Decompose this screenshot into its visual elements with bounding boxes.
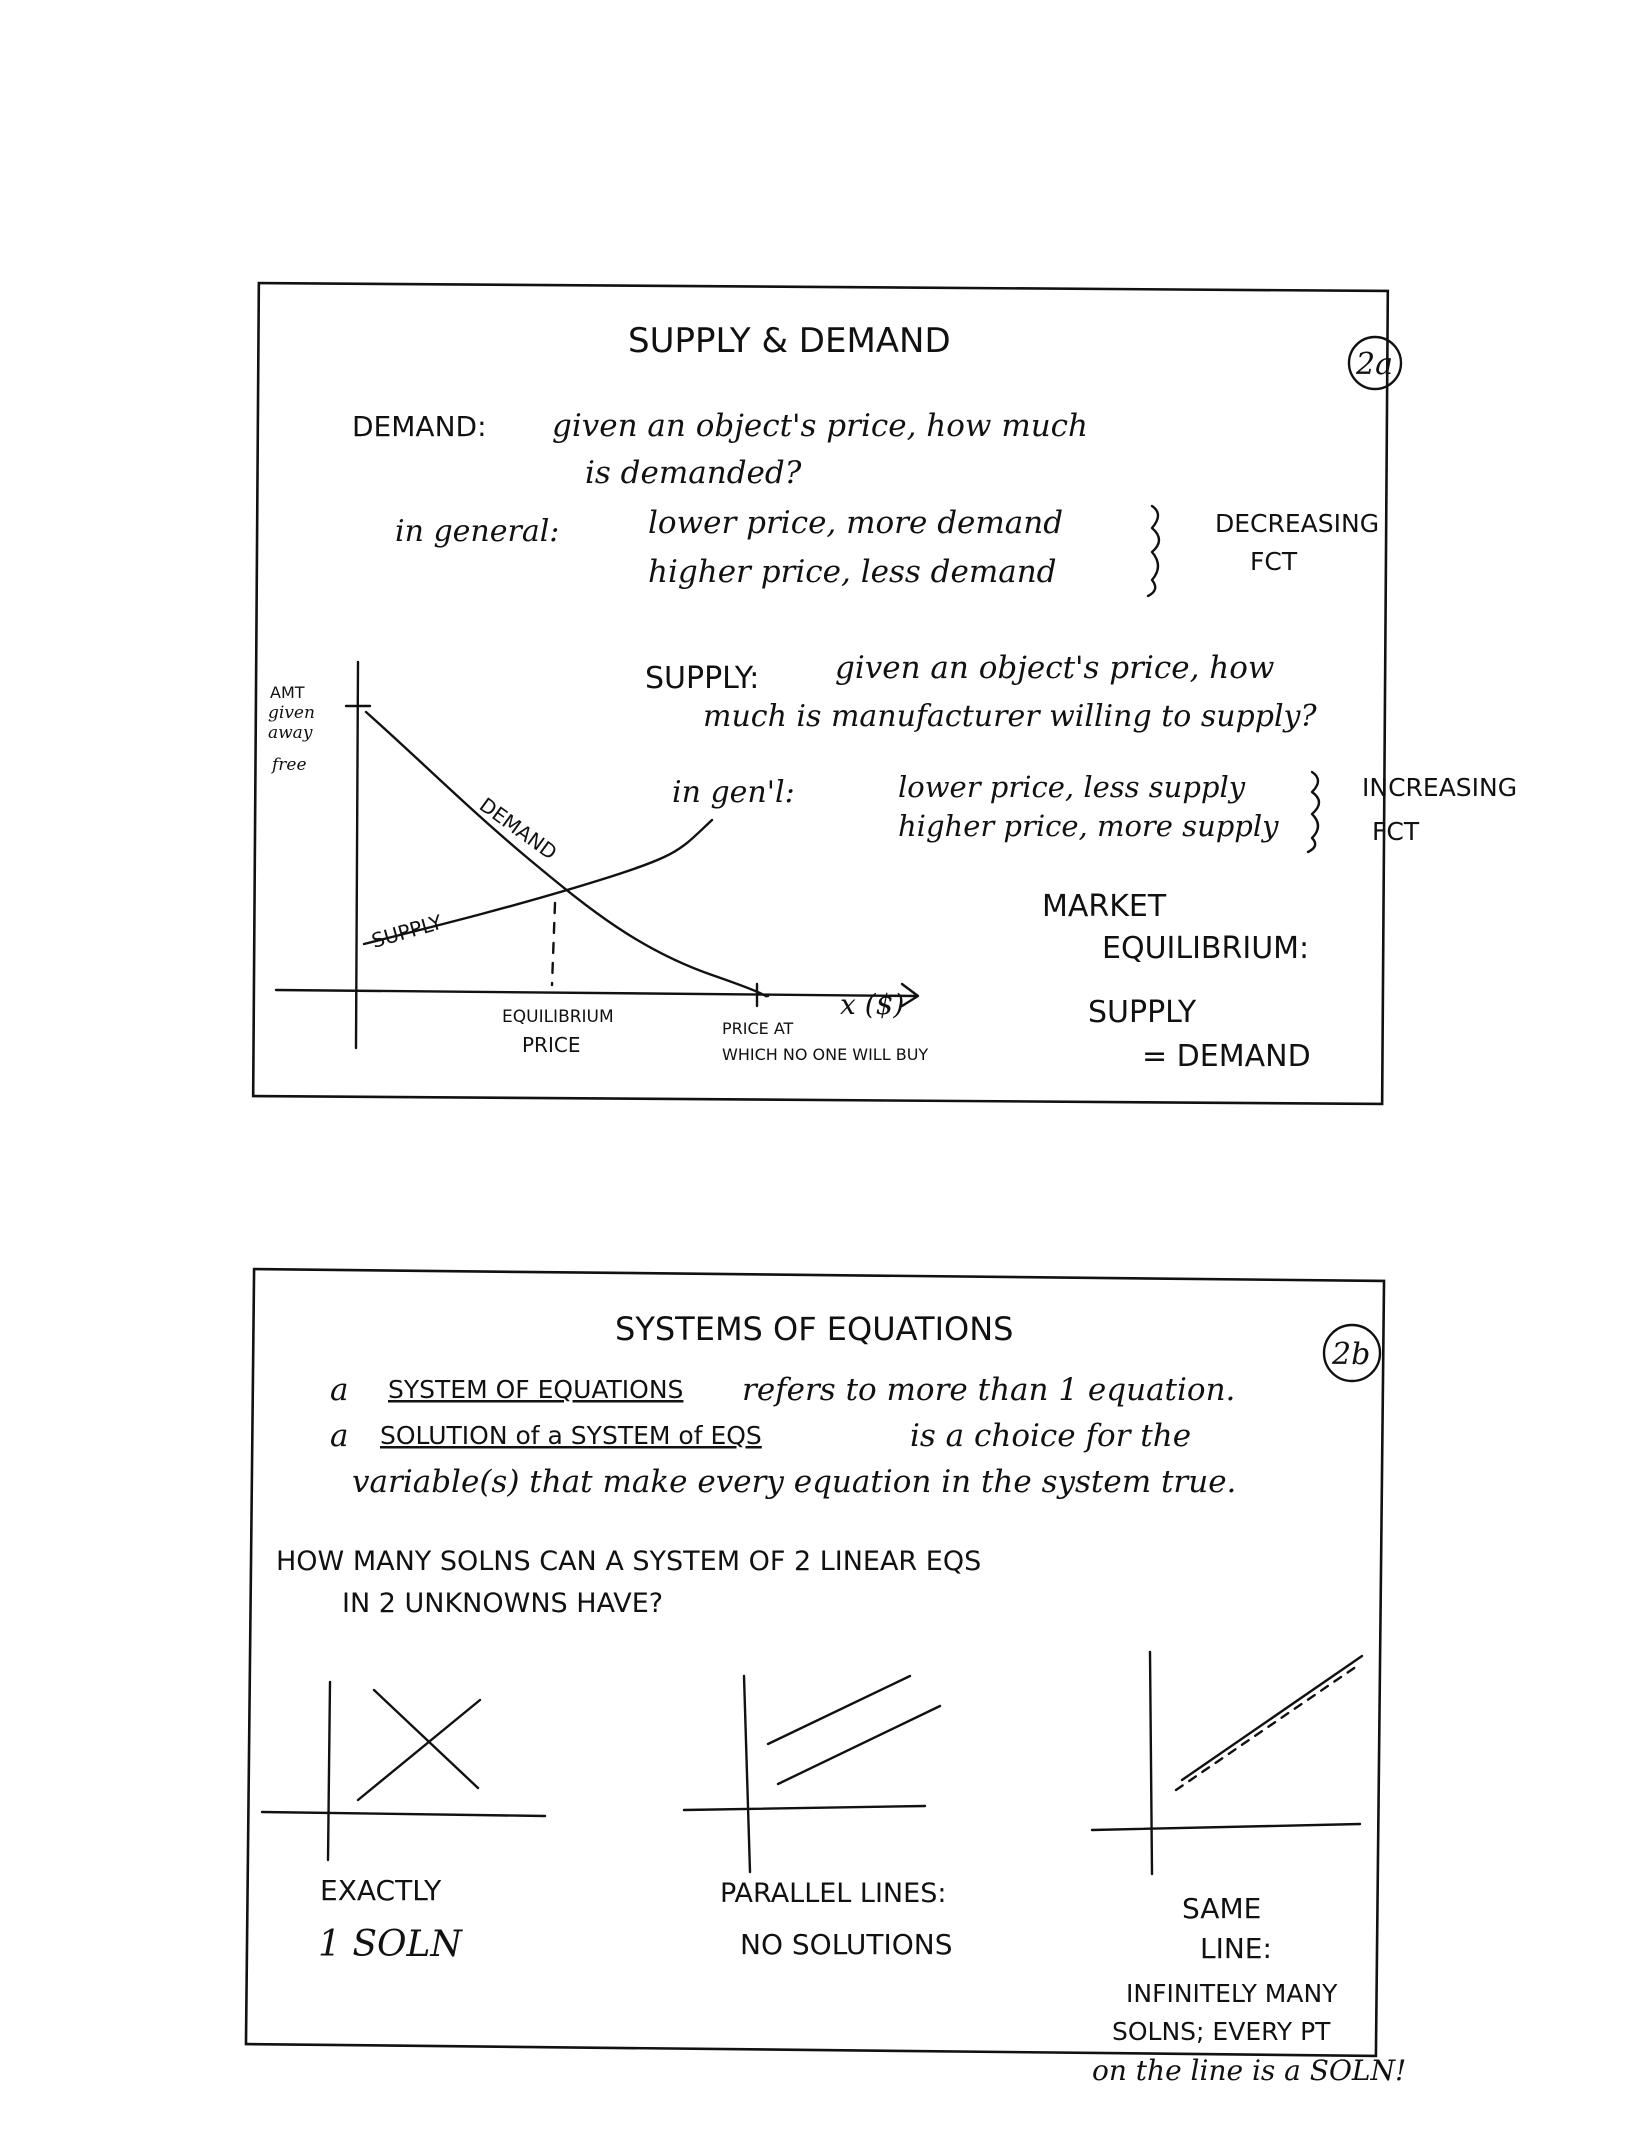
general-rule-line-2: higher price, less demand: [648, 554, 1057, 590]
case3-label-5: on the line is a SOLN!: [1092, 2054, 1407, 2087]
question-line-1: HOW MANY SOLNS CAN A SYSTEM OF 2 LINEAR EQS: [276, 1546, 982, 1577]
decreasing-label-2: FCT: [1250, 547, 1298, 576]
case1-x-axis: [262, 1812, 545, 1816]
case2-y-axis: [744, 1676, 750, 1872]
definition-2-continued: variable(s) that make every equation in the system true.: [352, 1464, 1237, 1500]
case-same-line-graph: [1092, 1652, 1362, 1874]
card-systems-of-equations: [246, 1269, 1406, 2087]
demand-definition-line-2: is demanded?: [585, 455, 802, 491]
case1-label-1: EXACTLY: [320, 1874, 442, 1907]
supply-definition-line-1: given an object's price, how: [835, 650, 1275, 686]
increasing-label-2: FCT: [1372, 817, 1420, 846]
case3-label-1: SAME: [1182, 1892, 1262, 1925]
case-parallel-graph: [684, 1676, 940, 1872]
definition-2-term: SOLUTION of a SYSTEM of EQS: [380, 1421, 762, 1450]
y-axis-label-2: given: [268, 703, 315, 723]
case3-x-axis: [1092, 1824, 1360, 1830]
demand-heading: DEMAND:: [352, 410, 487, 443]
in-general-label: in general:: [395, 514, 560, 549]
card-b-badge: 2b: [1332, 1337, 1371, 1372]
case3-label-3: INFINITELY MANY: [1126, 1979, 1338, 2008]
card-b-title: SYSTEMS OF EQUATIONS: [615, 1310, 1014, 1348]
market-equilibrium-line-2: EQUILIBRIUM:: [1102, 931, 1310, 966]
genl-rule-line-2: higher price, more supply: [898, 809, 1279, 843]
y-axis-label-4: free: [272, 755, 307, 775]
case3-label-4: SOLNS; EVERY PT: [1112, 2017, 1331, 2046]
supply-heading: SUPPLY:: [645, 661, 760, 696]
zero-price-label-2: WHICH NO ONE WILL BUY: [722, 1045, 929, 1064]
x-axis-label: x ($): [840, 988, 905, 1021]
general-rule-line-1: lower price, more demand: [648, 505, 1064, 541]
supply-definition-line-2: much is manufacturer willing to supply?: [703, 699, 1317, 734]
case3-line-solid: [1182, 1656, 1362, 1780]
definition-1-term: SYSTEM OF EQUATIONS: [388, 1375, 684, 1404]
case-exactly-one-graph: [262, 1682, 545, 1860]
demand-curve-label: DEMAND: [475, 792, 562, 865]
genl-rule-line-1: lower price, less supply: [898, 770, 1246, 804]
definition-2-text: is a choice for the: [910, 1418, 1192, 1454]
question-line-2: IN 2 UNKNOWNS HAVE?: [342, 1588, 664, 1619]
decreasing-label-1: DECREASING: [1215, 509, 1380, 538]
market-equilibrium-line-3: SUPPLY: [1088, 995, 1197, 1030]
definition-1-article: a: [330, 1372, 349, 1408]
y-axis-label-3: away: [268, 723, 313, 743]
case1-label-2: 1 SOLN: [318, 1924, 462, 1965]
card-a-badge: 2a: [1356, 347, 1393, 382]
case2-x-axis: [684, 1806, 925, 1810]
y-axis-label-1: AMT: [270, 683, 305, 702]
case2-line-2: [778, 1706, 940, 1784]
case1-y-axis: [328, 1682, 330, 1860]
graph-x-axis: [276, 990, 915, 996]
definition-1-text: refers to more than 1 equation.: [742, 1372, 1236, 1408]
case3-line-dashed: [1176, 1664, 1360, 1790]
equilibrium-price-label-2: PRICE: [522, 1033, 581, 1057]
market-equilibrium-line-1: MARKET: [1042, 889, 1167, 924]
zero-price-label-1: PRICE AT: [722, 1019, 794, 1038]
case3-label-2: LINE:: [1200, 1932, 1272, 1965]
market-equilibrium-line-4: = DEMAND: [1142, 1039, 1311, 1074]
card-a-title: SUPPLY & DEMAND: [628, 321, 951, 361]
demand-definition-line-1: given an object's price, how much: [552, 408, 1089, 444]
increasing-label-1: INCREASING: [1362, 773, 1518, 802]
case3-y-axis: [1150, 1652, 1152, 1874]
equilibrium-dashed-line: [552, 903, 555, 985]
equilibrium-price-label-1: EQUILIBRIUM: [502, 1007, 614, 1027]
in-genl-label: in gen'l:: [672, 775, 795, 810]
case1-line-2: [358, 1700, 480, 1800]
demand-curve: [366, 712, 768, 996]
supply-curve-label: SUPPLY: [368, 909, 445, 953]
definition-2-article: a: [330, 1418, 349, 1454]
card-a-border: [253, 283, 1388, 1104]
case2-label-2: NO SOLUTIONS: [740, 1928, 953, 1961]
case2-line-1: [768, 1676, 910, 1744]
brace-increasing: [1308, 772, 1319, 852]
card-supply-demand: [253, 283, 1517, 1104]
brace-decreasing: [1148, 506, 1159, 596]
case2-label-1: PARALLEL LINES:: [720, 1878, 947, 1909]
